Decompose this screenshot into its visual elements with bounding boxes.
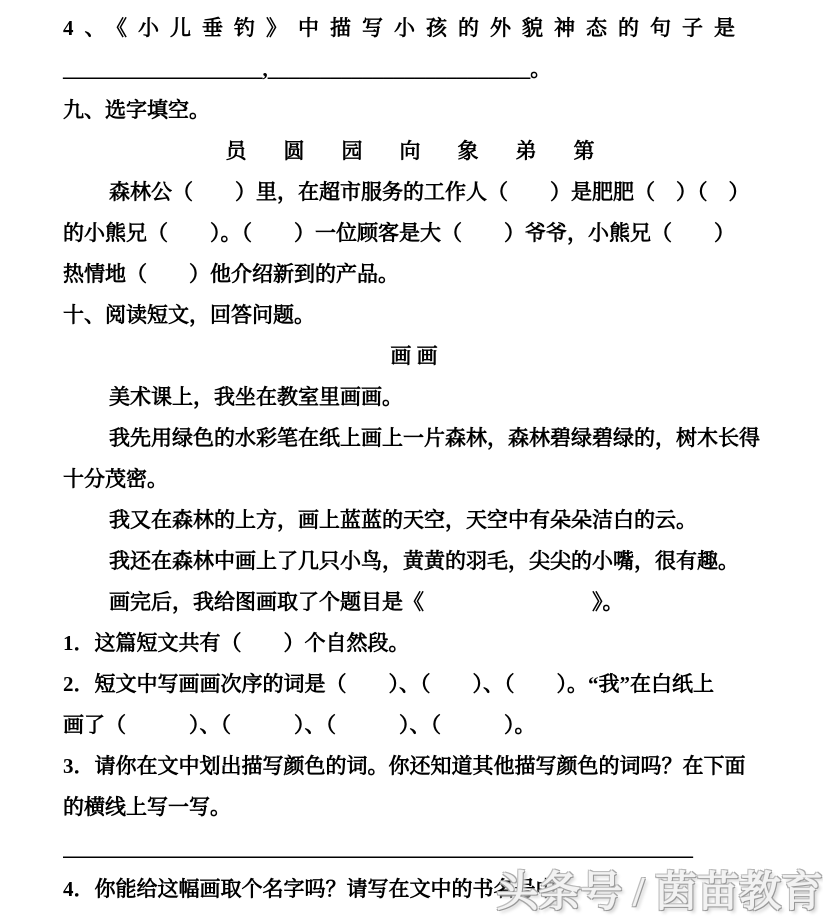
question-1: 1．这篇短文共有（ ）个自然段。 [63,631,410,655]
fill-blank-paragraph-line-1: 森林公（ ）里，在超市服务的工作人（ ）是肥肥（ ）（ ） [109,180,750,204]
question-4-prompt: 4、《小儿垂钓》中描写小孩的外貌神态的句子是 [63,16,746,40]
essay-paragraph-2-line-1: 我先用绿色的水彩笔在纸上画上一片森林，森林碧绿碧绿的，树木长得 [109,426,760,450]
essay-paragraph-2-line-2: 十分茂密。 [63,467,168,491]
essay-title: 画 画 [390,344,438,368]
question-3-line-1: 3．请你在文中划出描写颜色的词。你还知道其他描写颜色的词吗？在下面 [63,754,746,778]
fill-blank-paragraph-line-2: 的小熊兄（ ）。（ ）一位顾客是大（ ）爷爷，小熊兄（ ） [63,221,735,245]
answer-writing-line: ____________________________________________________________ [63,836,693,860]
question-2-line-2: 画了（ ）、（ ）、（ ）、（ ）。 [63,713,536,737]
question-3-line-2: 的横线上写一写。 [63,795,231,819]
section-ten-heading: 十、阅读短文，回答问题。 [63,303,315,327]
watermark: 头条号 / 茵苗教育 [496,870,823,916]
section-nine-heading: 九、选字填空。 [63,98,210,122]
essay-paragraph-1: 美术课上，我坐在教室里画画。 [109,385,403,409]
essay-paragraph-3: 我又在森林的上方，画上蓝蓝的天空，天空中有朵朵洁白的云。 [109,508,697,532]
question-2-line-1: 2．短文中写画画次序的词是（ ）、（ ）、（ ）。“我”在白纸上 [63,672,714,696]
essay-paragraph-5: 画完后，我给图画取了个题目是《 》。 [109,590,624,614]
character-bank: 员 圆 园 向 象 弟 第 [225,139,603,163]
question-4: 4．你能给这幅画取个名字吗？请写在文中的书名号中。 [63,877,578,901]
essay-paragraph-4: 我还在森林中画上了几只小鸟，黄黄的羽毛，尖尖的小嘴，很有趣。 [109,549,739,573]
fill-blank-paragraph-line-3: 热情地（ ）他介绍新到的产品。 [63,262,399,286]
question-4-answer-blanks: ___________________,_________________________。 [63,57,552,81]
